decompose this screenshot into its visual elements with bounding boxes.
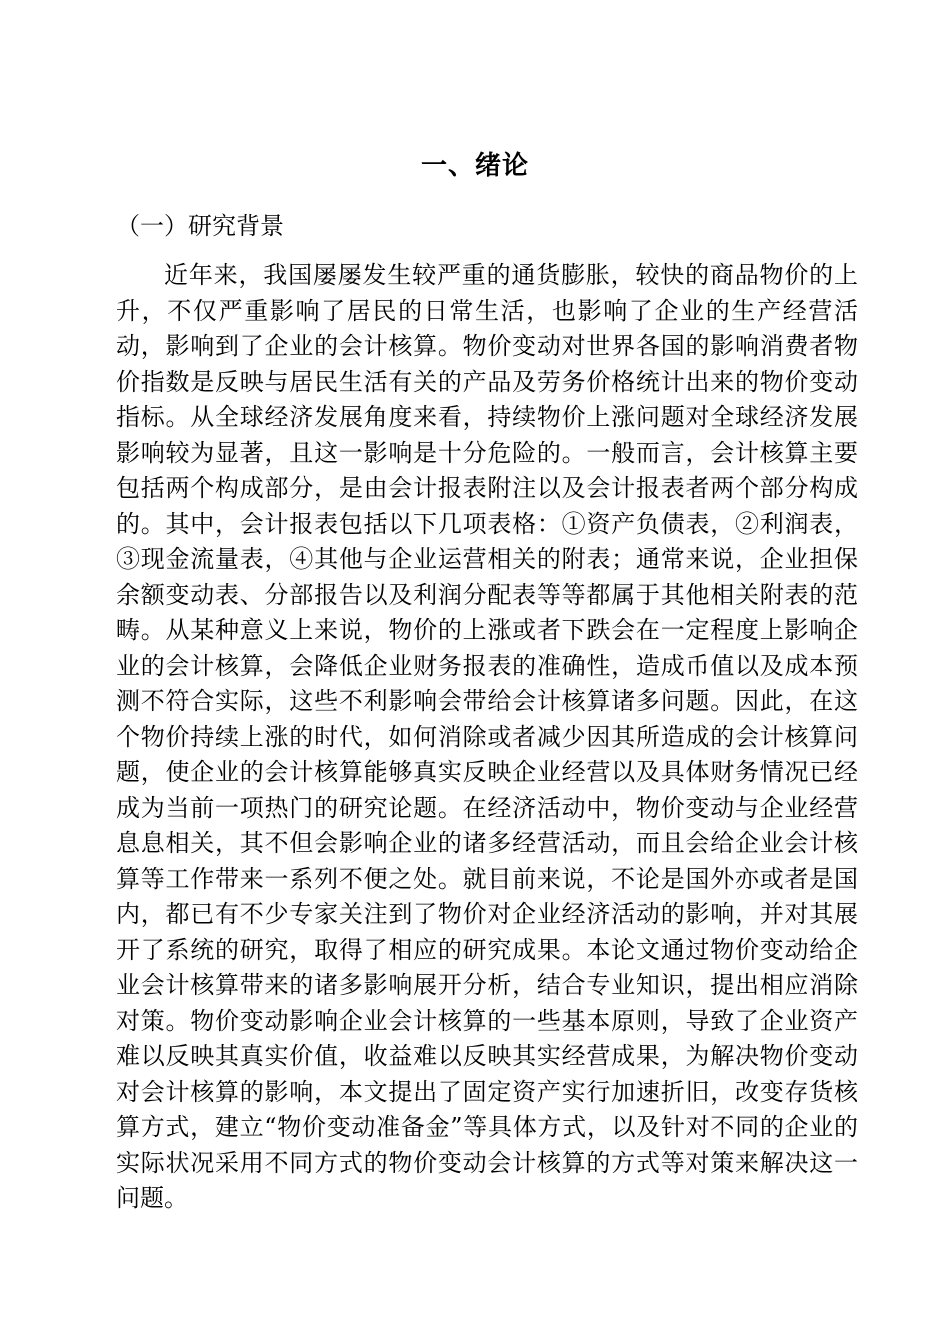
body-paragraph: 近年来，我国屡屡发生较严重的通货膨胀，较快的商品物价的上升，不仅严重影响了居民的日常生活，也影响了企业的生产经营活动，影响到了企业的会计核算。物价变动对世界各国的影响消费者物价指数是反映与居民生活有关的产品及劳务价格统计出来的物价变动指标。从全球经济发展角度来看，持续物价上涨问题对全球经济发展影响较为显著，且这一影响是十分危险的。一般而言，会计核算主要包括两个构成部分，是由会计报表附注以及会计报表者两个部分构成的。其中，会计报表包括以下几项表格：①资产负债表，②利润表，③现金流量表，④其他与企业运营相关的附表；通常来说，企业担保余额变动表、分部报告以及利润分配表等等都属于其他相关附表的范畴。从某种意义上来说，物价的上涨或者下跌会在一定程度上影响企业的会计核算，会降低企业财务报表的准确性，造成币值以及成本预测不符合实际，这些不利影响会带给会计核算诸多问题。因此，在这个物价持续上涨的时代，如何消除或者减少因其所造成的会计核算问题，使企业的会计核算能够真实反映企业经营以及具体财务情况已经成为当前一项热门的研究论题。在经济活动中，物价变动与企业经营息息相关，其不但会影响企业的诸多经营活动，而且会给企业会计核算等工作带来一系列不便之处。就目前来说，不论是国外亦或者是国内，都已有不少专家关注到了物价对企业经济活动的影响，并对其展开了系统的研究，取得了相应的研究成果。本论文通过物价变动给企业会计核算带来的诸多影响展开分析，结合专业知识，提出相应消除对策。物价变动影响企业会计核算的一些基本原则，导致了企业资产难以反映其真实价值，收益难以反映其实经营成果，为解决物价变动对会计核算的影响，本文提出了固定资产实行加速折旧，改变存货核算方式，建立“物价变动准备金”等具体方式，以及针对不同的企业的实际状况采用不同方式的物价变动会计核算的方式等对策来解决这一问题。 [116,261,858,1212]
section-title: （一）研究背景 [116,212,284,240]
chapter-title: 一、绪论 [420,151,529,181]
